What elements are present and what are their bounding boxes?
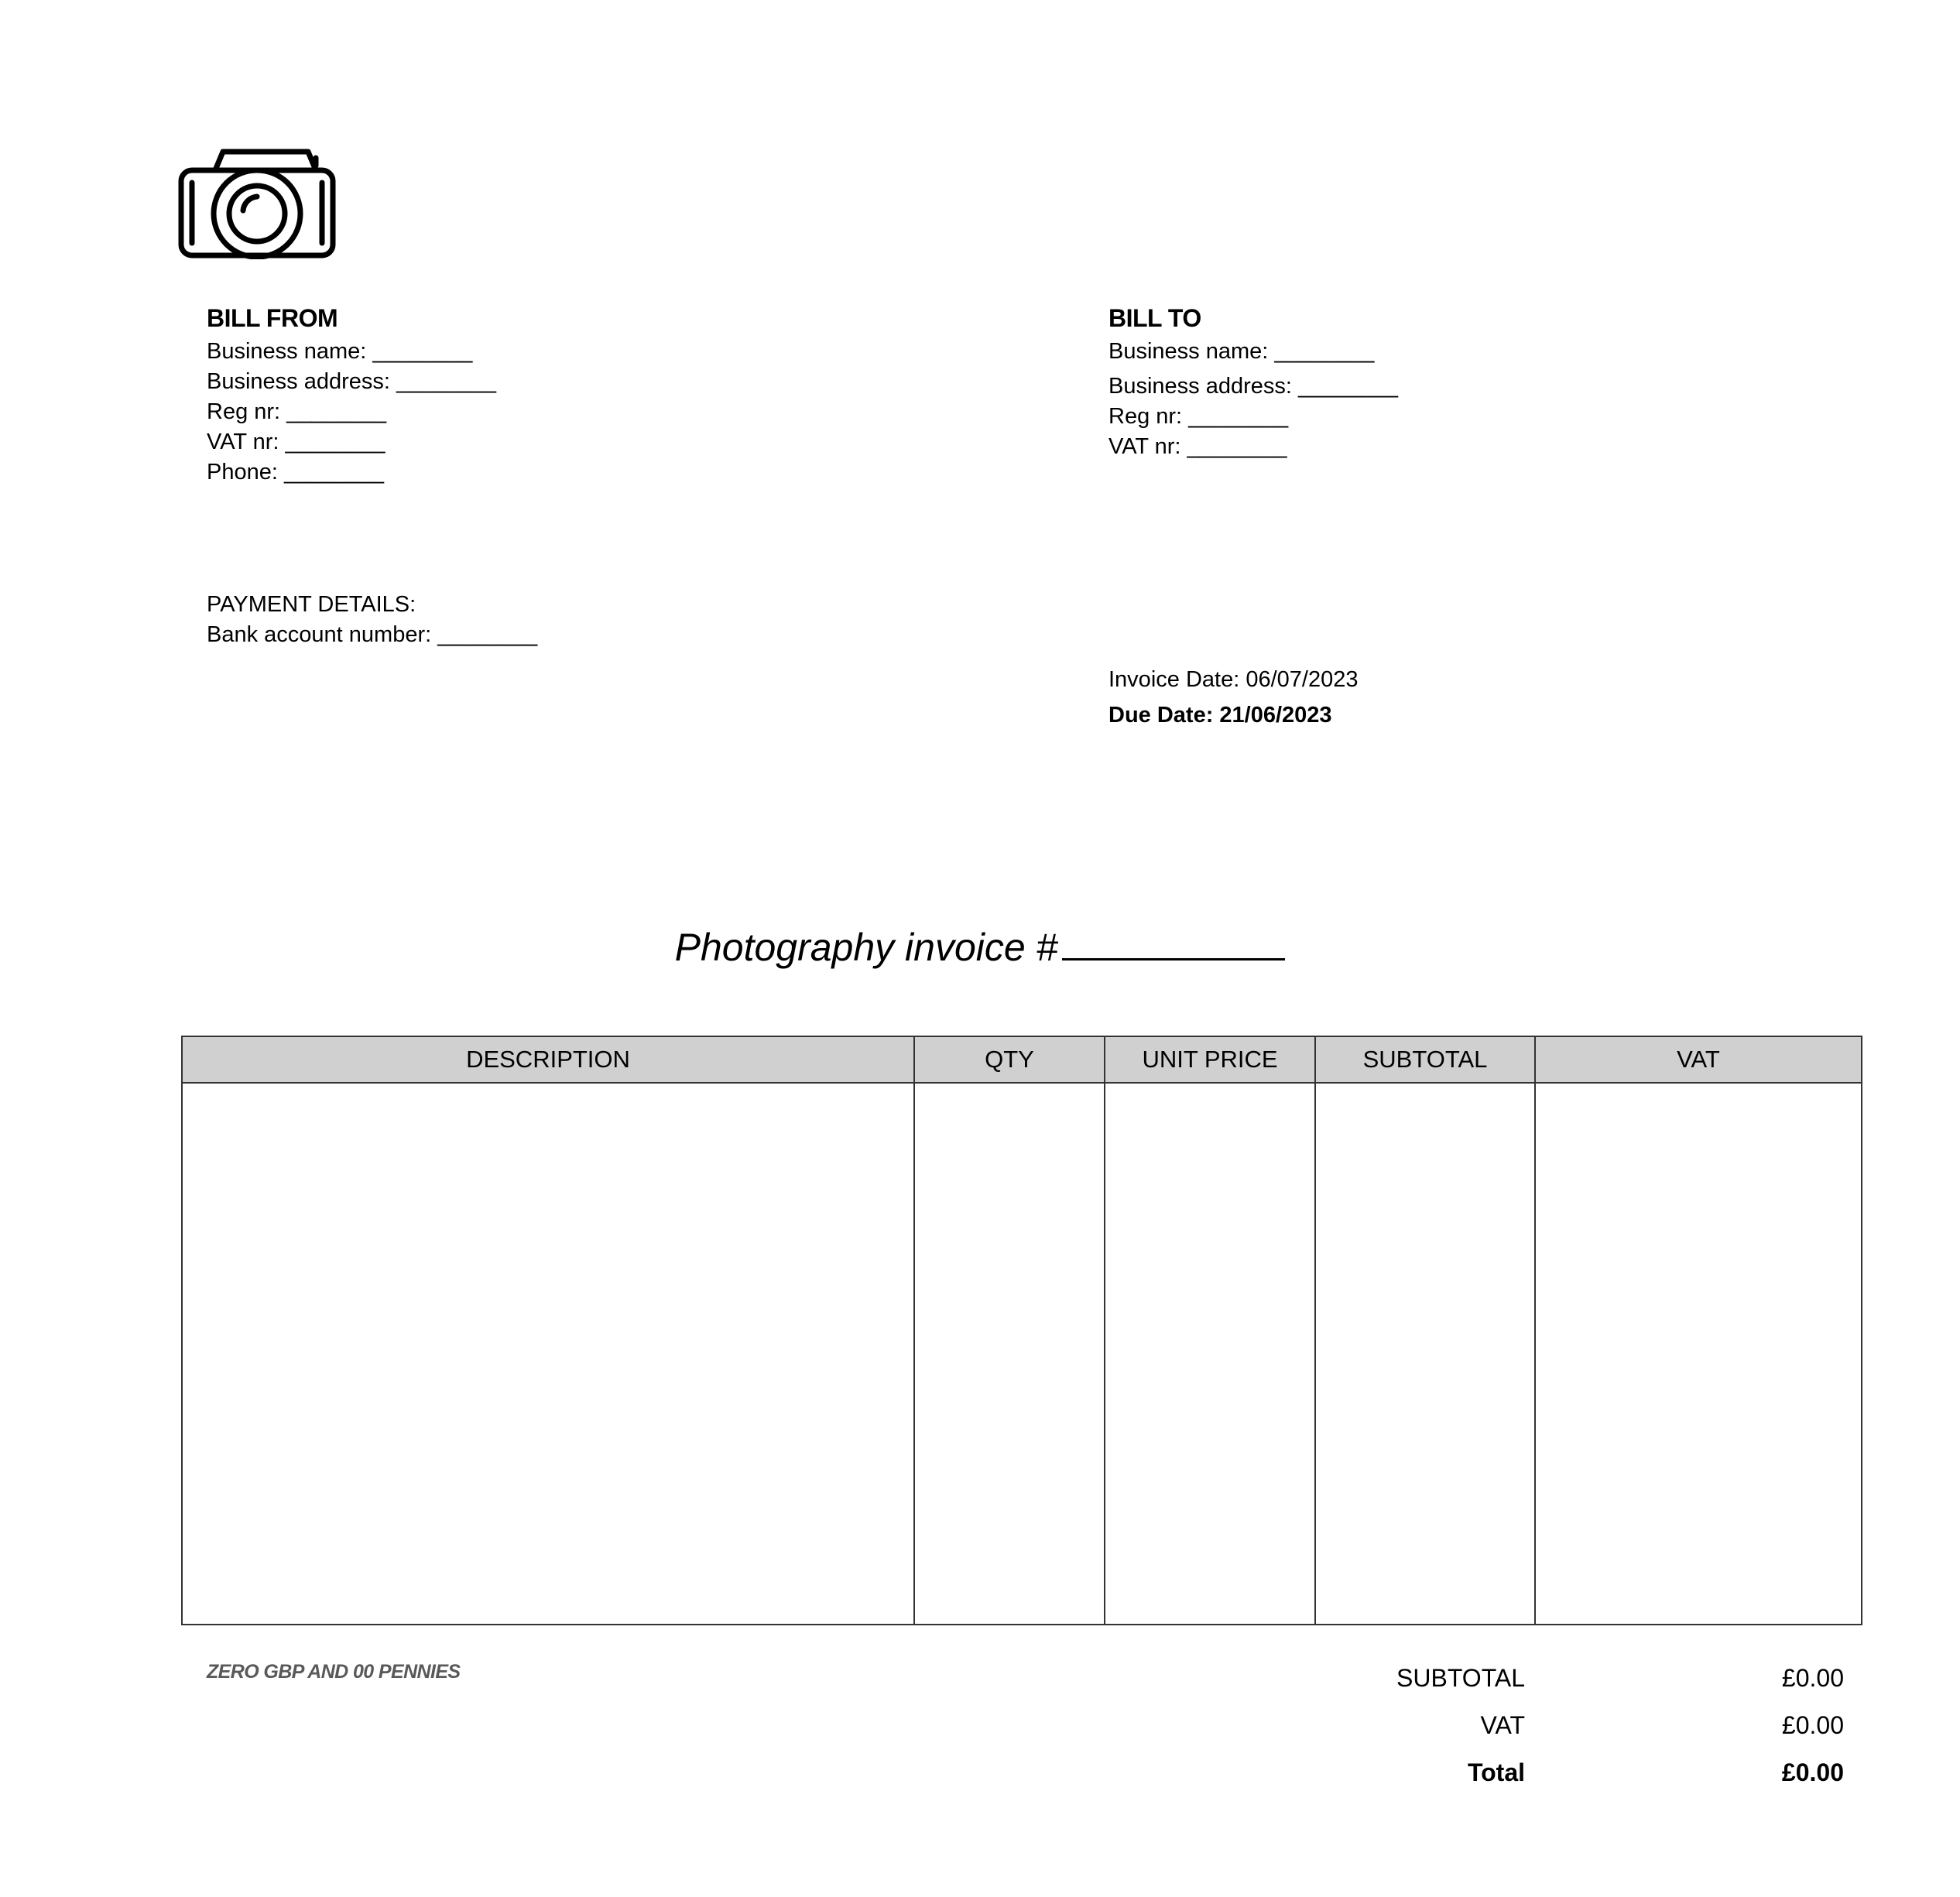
subtotal-label: SUBTOTAL bbox=[1396, 1664, 1525, 1692]
bill-from-reg-nr: Reg nr: ________ bbox=[207, 399, 387, 424]
bill-to-business-address: Business address: ________ bbox=[1108, 374, 1399, 399]
bank-account-number: Bank account number: ________ bbox=[207, 622, 538, 647]
bill-from-business-address: Business address: ________ bbox=[207, 369, 497, 394]
table-cell-qty bbox=[914, 1083, 1105, 1625]
table-cell-vat bbox=[1535, 1083, 1862, 1625]
column-header-vat: VAT bbox=[1535, 1036, 1862, 1083]
amount-in-words: ZERO GBP AND 00 PENNIES bbox=[207, 1661, 461, 1683]
bill-from-business-name: Business name: ________ bbox=[207, 339, 473, 364]
table-cell-unit-price bbox=[1105, 1083, 1315, 1625]
invoice-number-blank bbox=[1062, 921, 1285, 960]
bill-to-reg-nr: Reg nr: ________ bbox=[1108, 404, 1289, 429]
vat-value: £0.00 bbox=[1781, 1711, 1844, 1739]
payment-details-heading: PAYMENT DETAILS: bbox=[207, 592, 416, 617]
invoice-title bbox=[0, 921, 1960, 970]
total-label: Total bbox=[1467, 1758, 1525, 1786]
bill-to-heading: BILL TO bbox=[1108, 304, 1201, 332]
table-cell-subtotal bbox=[1315, 1083, 1535, 1625]
table-header-row bbox=[182, 1036, 1862, 1083]
table-cell-description bbox=[182, 1083, 914, 1625]
bill-from-vat-nr: VAT nr: ________ bbox=[207, 430, 385, 454]
subtotal-value: £0.00 bbox=[1781, 1664, 1844, 1692]
bill-to-section bbox=[1108, 303, 1398, 462]
bill-from-section bbox=[207, 303, 496, 488]
invoice-items-table bbox=[181, 1036, 1862, 1625]
camera-icon bbox=[178, 147, 337, 259]
invoice-date: Invoice Date: 06/07/2023 bbox=[1108, 667, 1359, 692]
column-header-unit-price: UNIT PRICE bbox=[1105, 1036, 1315, 1083]
bill-to-vat-nr: VAT nr: ________ bbox=[1108, 434, 1287, 459]
vat-label: VAT bbox=[1480, 1711, 1525, 1739]
invoice-title-text: Photography invoice # bbox=[674, 926, 1058, 969]
column-header-qty: QTY bbox=[914, 1036, 1105, 1083]
payment-details-section bbox=[207, 590, 537, 650]
bill-from-heading: BILL FROM bbox=[207, 304, 338, 332]
dates-section bbox=[1108, 662, 1358, 733]
table-row bbox=[182, 1083, 1862, 1625]
column-header-description: DESCRIPTION bbox=[182, 1036, 914, 1083]
total-value: £0.00 bbox=[1781, 1758, 1844, 1786]
bill-to-business-name: Business name: ________ bbox=[1108, 339, 1375, 364]
bill-from-phone: Phone: ________ bbox=[207, 460, 384, 485]
due-date: Due Date: 21/06/2023 bbox=[1108, 703, 1332, 728]
column-header-subtotal: SUBTOTAL bbox=[1315, 1036, 1535, 1083]
